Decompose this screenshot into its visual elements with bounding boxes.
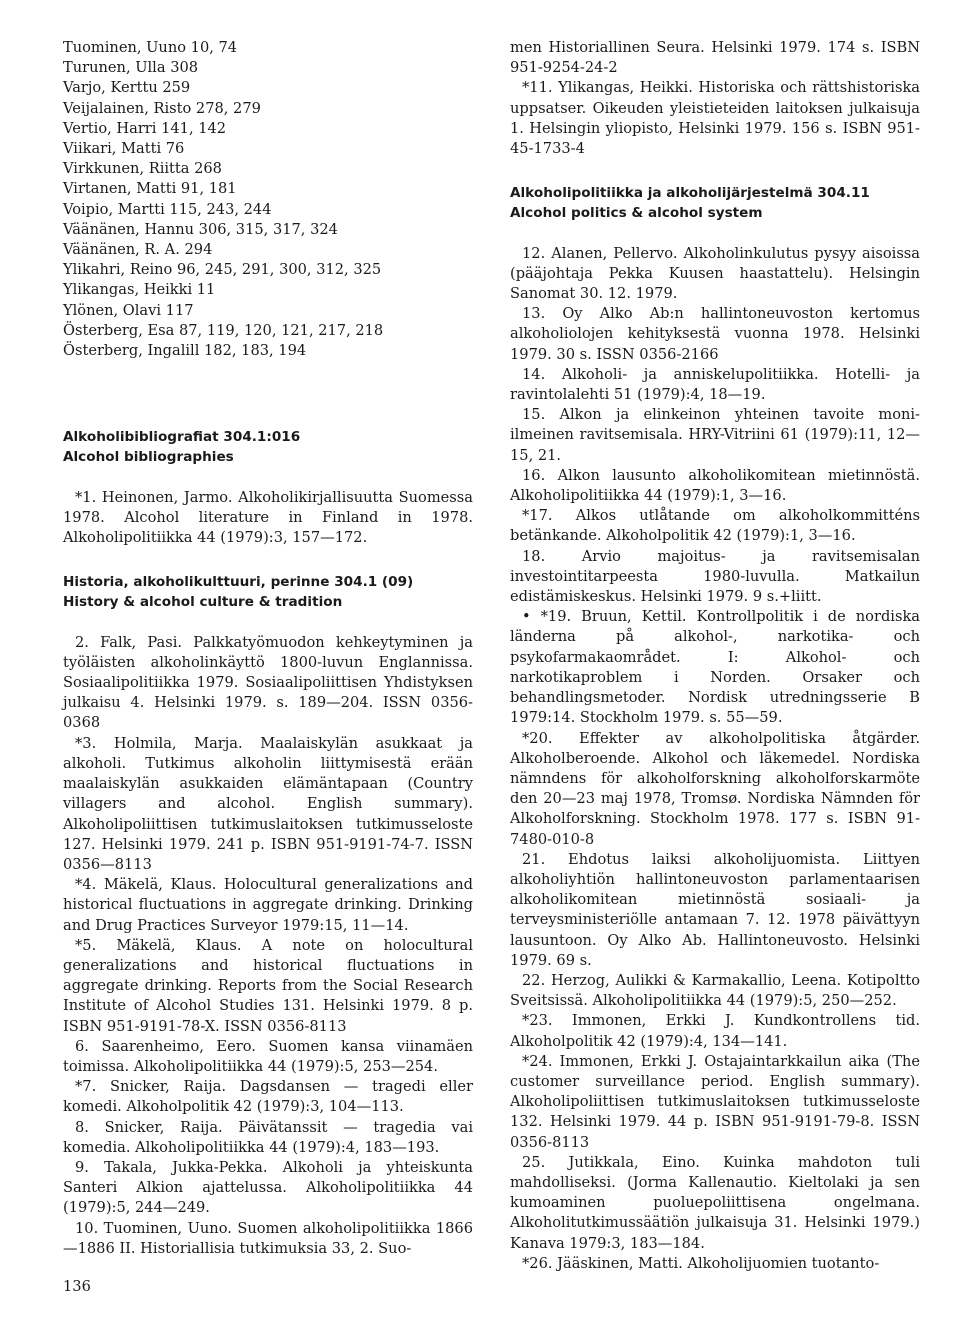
section-history <box>63 572 473 1259</box>
bibliography-entry: *7. Snicker, Raija. Dagsdansen — tragedi eller komedi. Alkoholpolitik 42 (1979):3, 104—113. <box>63 1078 473 1116</box>
right-column <box>510 38 920 1274</box>
section-heading-fi: Alkoholipolitiikka ja alkoholijärjestelmä 304.11 <box>510 185 870 202</box>
index-line: Turunen, Ulla 308 <box>63 59 199 77</box>
section-heading-en: Alcohol politics & alcohol system <box>510 205 763 222</box>
bibliography-entry: 22. Herzog, Aulikki & Karmakallio, Leena. Kotipoltto Sveitsissä. Alkoholipolitiikka 44 (1979):5, 250—252. <box>510 971 920 1010</box>
bibliography-entry: 25. Jutikkala, Eino. Kuinka mahdoton tuli mahdolliseksi. (Jorma Kallenautio. Kieltolaki ja sen kumoaminen puoluepoliittisena ongelmana. Alkoholitutkimussäätiön julkaisuja 31. Helsinki 1979.) Kanava 1979:3, 183—184. <box>510 1153 920 1252</box>
bibliography-entry: 15. Alkon ja elinkeinon yhteinen tavoite moni-ilmeinen ravitsemisala. HRY-Vitriini 61 (1979):11, 12—15, 21. <box>510 406 920 464</box>
index-line: Viikari, Matti 76 <box>63 140 185 158</box>
bibliography-entry: 14. Alkoholi- ja anniskelupolitiikka. Hotelli- ja ravintolalehti 51 (1979):4, 18—19. <box>510 365 920 404</box>
bibliography-entry: 2. Falk, Pasi. Palkkatyömuodon kehkeytyminen ja työläisten alkoholinkäyttö 1800-luvun Englannissa. Sosiaalipolitiikka 1979. Sosiaalipoliittisen Yhdistyksen julkaisu 4. Helsinki 1979. s. 189—204. ISSN 0356-0368 <box>63 633 473 732</box>
bibliography-entry: *5. Mäkelä, Klaus. A note on holocultural generalizations and historical fluctuations in aggregate drinking. Reports from the Social Research Institute of Alcohol Studies 131. Helsinki 1979. 8 p. ISBN 951-9191-78-X. ISSN 0356-8113 <box>63 936 473 1035</box>
index-line: Virtanen, Matti 91, 181 <box>63 180 237 198</box>
index-line: Österberg, Esa 87, 119, 120, 121, 217, 218 <box>63 321 384 339</box>
section-heading-en: History & alcohol culture & tradition <box>63 594 343 611</box>
bibliography-entry: 8. Snicker, Raija. Päivätanssit — tragedia vai komedia. Alkoholipolitiikka 44 (1979):4, 183—193. <box>63 1118 473 1156</box>
page-number: 136 <box>63 1278 91 1295</box>
index-line: Österberg, Ingalill 182, 183, 194 <box>63 342 307 360</box>
index-line: Väänänen, Hannu 306, 315, 317, 324 <box>63 220 338 238</box>
index-line: Tuominen, Uuno 10, 74 <box>63 39 238 56</box>
index-line: Veijalainen, Risto 278, 279 <box>63 99 261 117</box>
bibliography-entry: *1. Heinonen, Jarmo. Alkoholikirjallisuutta Suomessa 1978. Alcohol literature in Finland in 1978. Alkoholipolitiikka 44 (1979):3, 157—172. <box>63 488 473 547</box>
author-index <box>63 38 473 361</box>
bibliography-entry: *3. Holmila, Marja. Maalaiskylän asukkaat ja alkoholi. Tutkimus alkoholin liittymisestä erään maalaiskylän asukkaiden elämäntapaan (Country villagers and alcohol. English summary). Alkoholipoliittisen tutkimuslaitoksen tutkimusseloste 127. Helsinki 1979. 241 p. ISBN 951-9191-74-7. ISSN 0356—8113 <box>63 734 473 873</box>
bibliography-entry: • *19. Bruun, Kettil. Kontrollpolitik i de nordiska länderna på alkohol-, narkotika- och psykofarmakaområdet. I: Alkohol- och narkotikaproblem i Norden. Orsaker och behandlingsmetoder. Nordisk utredningsserie B 1979:14. Stockholm 1979. s. 55—59. <box>510 608 920 727</box>
section-heading-en: Alcohol bibliographies <box>63 449 234 466</box>
bibliography-entry: 21. Ehdotus laiksi alkoholijuomista. Liittyen alkoholiyhtiön hallintoneuvoston parlamentaarisen alkoholikomitean mietinnöstä sosiaali- ja terveysministeriölle antamaan 7. 12. 1978 päivättyyn lausuntoon. Oy Alko Ab. Hallintoneuvosto. Helsinki 1979. 69 s. <box>510 850 920 969</box>
index-line: Varjo, Kerttu 259 <box>63 79 191 97</box>
bibliography-entry: 18. Arvio majoitus- ja ravitsemisalan investointitarpeesta 1980-luvulla. Matkailun edistämiskeskus. Helsinki 1979. 9 s.+liitt. <box>510 547 920 606</box>
index-line: Voipio, Martti 115, 243, 244 <box>63 200 272 218</box>
index-line: Ylönen, Olavi 117 <box>63 301 194 319</box>
bibliography-entry: *4. Mäkelä, Klaus. Holocultural generalizations and historical fluctuations in aggregate drinking. Drinking and Drug Practices Surveyor 1979:15, 11—14. <box>63 876 473 934</box>
index-line: Ylikangas, Heikki 11 <box>63 281 216 299</box>
bibliography-entry: 12. Alanen, Pellervo. Alkoholinkulutus pysyy aisoissa (pääjohtaja Pekka Kuusen haastattelu). Helsingin Sanomat 30. 12. 1979. <box>510 244 920 303</box>
bibliography-entry: 13. Oy Alko Ab:n hallintoneuvoston kertomus alkoholiolojen kehityksestä vuonna 1978. Helsinki 1979. 30 s. ISSN 0356-2166 <box>510 305 920 363</box>
bibliography-entry: 9. Takala, Jukka-Pekka. Alkoholi ja yhteiskunta Santeri Alkion ajattelussa. Alkoholipolitiikka 44 (1979):5, 244—249. <box>63 1158 473 1217</box>
bibliography-entry: 10. Tuominen, Uuno. Suomen alkoholipolitiikka 1866—1886 II. Historiallisia tutkimuksia 33, 2. Suo- <box>63 1219 473 1257</box>
bibliography-entry-continuation: men Historiallinen Seura. Helsinki 1979. 174 s. ISBN 951-9254-24-2 <box>510 39 920 77</box>
section-heading-fi: Historia, alkoholikulttuuri, perinne 304.1 (09) <box>63 574 414 591</box>
index-line: Vertio, Harri 141, 142 <box>63 119 227 137</box>
index-line: Ylikahri, Reino 96, 245, 291, 300, 312, 325 <box>63 261 382 279</box>
section-alcohol-politics <box>510 183 920 1274</box>
bibliography-entry: *24. Immonen, Erkki J. Ostajaintarkkailun aika (The customer surveillance period. English summary). Alkoholipoliittisen tutkimuslaitoksen tutkimusseloste 132. Helsinki 1979. 44 p. ISBN 951-9191-79-8. ISSN 0356-8113 <box>510 1052 920 1151</box>
bibliography-entry: *17. Alkos utlåtande om alkoholkommitténs betänkande. Alkoholpolitik 42 (1979):1, 3—16. <box>510 507 920 545</box>
index-line: Virkkunen, Riitta 268 <box>63 160 222 178</box>
section-bibliographies <box>63 427 473 548</box>
index-line: Väänänen, R. A. 294 <box>63 241 213 259</box>
bibliography-entry: *23. Immonen, Erkki J. Kundkontrollens tid. Alkoholpolitik 42 (1979):4, 134—141. <box>510 1012 920 1050</box>
left-column <box>63 38 473 1259</box>
bibliography-entry: 6. Saarenheimo, Eero. Suomen kansa viinamäen toimissa. Alkoholipolitiikka 44 (1979):5, 253—254. <box>63 1037 473 1075</box>
bibliography-entry: *11. Ylikangas, Heikki. Historiska och rättshistoriska uppsatser. Oikeuden yleistieteiden laitoksen julkaisuja 1. Helsingin yliopisto, Helsinki 1979. 156 s. ISBN 951-45-1733-4 <box>510 79 920 158</box>
bibliography-entry: *20. Effekter av alkoholpolitiska åtgärder. Alkoholberoende. Alkohol och läkemedel. Nordiska nämndens för alkoholforskning alkoholforskarmöte den 20—23 maj 1978, Tromsø. Nordiska Nämnden för Alkoholforskning. Stockholm 1978. 177 s. ISBN 91-7480-010-8 <box>510 729 920 848</box>
bibliography-entry: 16. Alkon lausunto alkoholikomitean mietinnöstä. Alkoholipolitiikka 44 (1979):1, 3—16. <box>510 466 920 505</box>
bibliography-entry: *26. Jääskinen, Matti. Alkoholijuomien tuotanto- <box>522 1254 880 1272</box>
section-heading-fi: Alkoholibibliografiat 304.1:016 <box>63 429 301 446</box>
